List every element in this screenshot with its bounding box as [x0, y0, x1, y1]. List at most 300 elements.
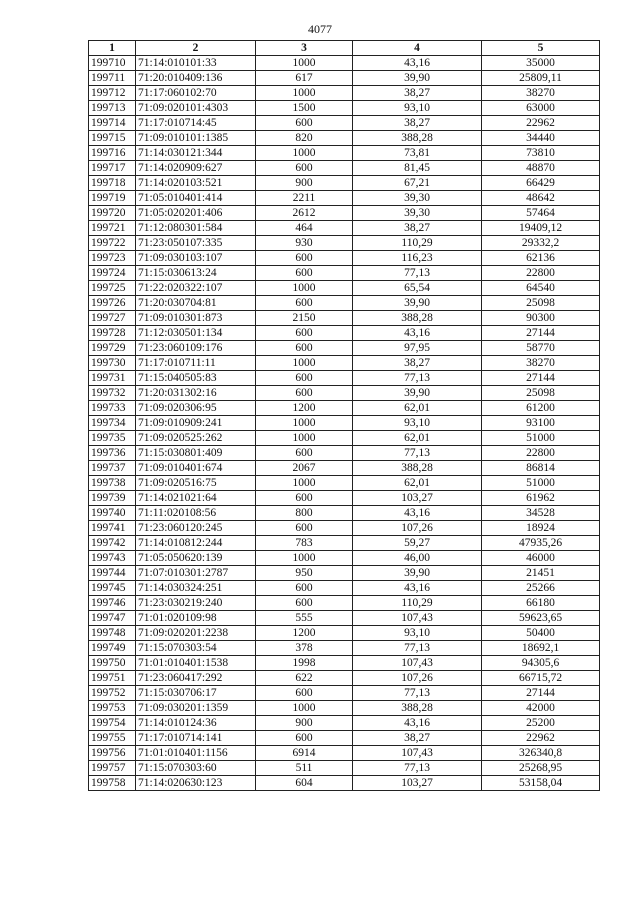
rate-cell: 93,10 [353, 626, 482, 641]
area-cell: 930 [256, 236, 353, 251]
rate-cell: 43,16 [353, 506, 482, 521]
cadastral-number-cell: 71:20:031302:16 [136, 386, 256, 401]
table-row [89, 686, 600, 701]
rate-cell: 93,10 [353, 416, 482, 431]
area-cell: 800 [256, 506, 353, 521]
value-cell: 46000 [482, 551, 600, 566]
area-cell: 378 [256, 641, 353, 656]
value-cell: 326340,8 [482, 746, 600, 761]
value-cell: 27144 [482, 686, 600, 701]
value-cell: 90300 [482, 311, 600, 326]
row-id-cell: 199722 [89, 236, 136, 251]
area-cell: 1500 [256, 101, 353, 116]
area-cell: 600 [256, 686, 353, 701]
row-id-cell: 199716 [89, 146, 136, 161]
area-cell: 622 [256, 671, 353, 686]
table-row [89, 371, 600, 386]
cadastral-number-cell: 71:09:020525:262 [136, 431, 256, 446]
value-cell: 18692,1 [482, 641, 600, 656]
area-cell: 600 [256, 326, 353, 341]
row-id-cell: 199727 [89, 311, 136, 326]
cadastral-number-cell: 71:09:020101:4303 [136, 101, 256, 116]
value-cell: 38270 [482, 86, 600, 101]
row-id-cell: 199713 [89, 101, 136, 116]
cadastral-number-cell: 71:05:020201:406 [136, 206, 256, 221]
rate-cell: 77,13 [353, 446, 482, 461]
row-id-cell: 199732 [89, 386, 136, 401]
cadastral-number-cell: 71:17:060102:70 [136, 86, 256, 101]
cadastral-number-cell: 71:17:010711:11 [136, 356, 256, 371]
value-cell: 42000 [482, 701, 600, 716]
row-id-cell: 199750 [89, 656, 136, 671]
table-row [89, 236, 600, 251]
rate-cell: 388,28 [353, 131, 482, 146]
value-cell: 94305,6 [482, 656, 600, 671]
area-cell: 555 [256, 611, 353, 626]
row-id-cell: 199738 [89, 476, 136, 491]
cadastral-number-cell: 71:12:080301:584 [136, 221, 256, 236]
rate-cell: 388,28 [353, 461, 482, 476]
cadastral-number-cell: 71:09:030201:1359 [136, 701, 256, 716]
value-cell: 48870 [482, 161, 600, 176]
table-row [89, 401, 600, 416]
table-row [89, 596, 600, 611]
area-cell: 1000 [256, 281, 353, 296]
value-cell: 25268,95 [482, 761, 600, 776]
area-cell: 1000 [256, 416, 353, 431]
row-id-cell: 199723 [89, 251, 136, 266]
area-cell: 600 [256, 521, 353, 536]
table-row [89, 386, 600, 401]
area-cell: 511 [256, 761, 353, 776]
cadastral-number-cell: 71:15:040505:83 [136, 371, 256, 386]
table-body [89, 56, 600, 791]
cadastral-number-cell: 71:09:010401:674 [136, 461, 256, 476]
table-row [89, 776, 600, 791]
row-id-cell: 199736 [89, 446, 136, 461]
cadastral-number-cell: 71:14:020909:627 [136, 161, 256, 176]
row-id-cell: 199757 [89, 761, 136, 776]
area-cell: 464 [256, 221, 353, 236]
rate-cell: 77,13 [353, 686, 482, 701]
table-row [89, 761, 600, 776]
cadastral-number-cell: 71:23:030219:240 [136, 596, 256, 611]
rate-cell: 38,27 [353, 221, 482, 236]
value-cell: 53158,04 [482, 776, 600, 791]
rate-cell: 39,90 [353, 386, 482, 401]
value-cell: 66180 [482, 596, 600, 611]
rate-cell: 65,54 [353, 281, 482, 296]
value-cell: 51000 [482, 476, 600, 491]
row-id-cell: 199737 [89, 461, 136, 476]
row-id-cell: 199749 [89, 641, 136, 656]
rate-cell: 73,81 [353, 146, 482, 161]
row-id-cell: 199711 [89, 71, 136, 86]
cadastral-number-cell: 71:17:010714:45 [136, 116, 256, 131]
cadastral-number-cell: 71:05:010401:414 [136, 191, 256, 206]
table-row [89, 581, 600, 596]
table-row [89, 641, 600, 656]
row-id-cell: 199741 [89, 521, 136, 536]
header-row [89, 41, 600, 56]
rate-cell: 97,95 [353, 341, 482, 356]
row-id-cell: 199743 [89, 551, 136, 566]
rate-cell: 103,27 [353, 776, 482, 791]
row-id-cell: 199758 [89, 776, 136, 791]
cadastral-number-cell: 71:09:030103:107 [136, 251, 256, 266]
table-row [89, 611, 600, 626]
cadastral-number-cell: 71:23:060109:176 [136, 341, 256, 356]
rate-cell: 43,16 [353, 581, 482, 596]
row-id-cell: 199745 [89, 581, 136, 596]
rate-cell: 39,90 [353, 71, 482, 86]
area-cell: 2067 [256, 461, 353, 476]
value-cell: 62136 [482, 251, 600, 266]
area-cell: 2150 [256, 311, 353, 326]
area-cell: 617 [256, 71, 353, 86]
row-id-cell: 199739 [89, 491, 136, 506]
table-row [89, 311, 600, 326]
cadastral-number-cell: 71:14:010101:33 [136, 56, 256, 71]
row-id-cell: 199717 [89, 161, 136, 176]
cadastral-number-cell: 71:20:030704:81 [136, 296, 256, 311]
value-cell: 61962 [482, 491, 600, 506]
rate-cell: 77,13 [353, 371, 482, 386]
table-row [89, 221, 600, 236]
value-cell: 38270 [482, 356, 600, 371]
table-row [89, 431, 600, 446]
table-row [89, 566, 600, 581]
cadastral-number-cell: 71:14:020630:123 [136, 776, 256, 791]
area-cell: 1000 [256, 86, 353, 101]
cadastral-number-cell: 71:20:010409:136 [136, 71, 256, 86]
area-cell: 1000 [256, 701, 353, 716]
value-cell: 29332,2 [482, 236, 600, 251]
value-cell: 66429 [482, 176, 600, 191]
table-row [89, 461, 600, 476]
table-row [89, 491, 600, 506]
value-cell: 50400 [482, 626, 600, 641]
value-cell: 57464 [482, 206, 600, 221]
cadastral-number-cell: 71:23:050107:335 [136, 236, 256, 251]
value-cell: 64540 [482, 281, 600, 296]
value-cell: 59623,65 [482, 611, 600, 626]
rate-cell: 62,01 [353, 431, 482, 446]
rate-cell: 46,00 [353, 551, 482, 566]
rate-cell: 43,16 [353, 716, 482, 731]
area-cell: 2612 [256, 206, 353, 221]
row-id-cell: 199746 [89, 596, 136, 611]
value-cell: 22962 [482, 731, 600, 746]
cadastral-number-cell: 71:14:020103:521 [136, 176, 256, 191]
column-header-2: 2 [136, 41, 256, 56]
cadastral-number-cell: 71:15:030613:24 [136, 266, 256, 281]
value-cell: 19409,12 [482, 221, 600, 236]
row-id-cell: 199742 [89, 536, 136, 551]
row-id-cell: 199754 [89, 716, 136, 731]
rate-cell: 39,30 [353, 206, 482, 221]
area-cell: 604 [256, 776, 353, 791]
area-cell: 600 [256, 161, 353, 176]
value-cell: 34440 [482, 131, 600, 146]
cadastral-number-cell: 71:09:020306:95 [136, 401, 256, 416]
area-cell: 1200 [256, 401, 353, 416]
rate-cell: 116,23 [353, 251, 482, 266]
row-id-cell: 199725 [89, 281, 136, 296]
column-header-3: 3 [256, 41, 353, 56]
value-cell: 66715,72 [482, 671, 600, 686]
cadastral-number-cell: 71:23:060120:245 [136, 521, 256, 536]
column-header-5: 5 [482, 41, 600, 56]
rate-cell: 107,26 [353, 671, 482, 686]
row-id-cell: 199728 [89, 326, 136, 341]
cadastral-number-cell: 71:07:010301:2787 [136, 566, 256, 581]
row-id-cell: 199740 [89, 506, 136, 521]
row-id-cell: 199748 [89, 626, 136, 641]
table-row [89, 356, 600, 371]
row-id-cell: 199726 [89, 296, 136, 311]
rate-cell: 103,27 [353, 491, 482, 506]
table-row [89, 716, 600, 731]
cadastral-number-cell: 71:01:020109:98 [136, 611, 256, 626]
cadastral-number-cell: 71:05:050620:139 [136, 551, 256, 566]
cadastral-number-cell: 71:15:070303:60 [136, 761, 256, 776]
table-row [89, 86, 600, 101]
area-cell: 600 [256, 116, 353, 131]
table-row [89, 206, 600, 221]
row-id-cell: 199747 [89, 611, 136, 626]
rate-cell: 38,27 [353, 356, 482, 371]
rate-cell: 81,45 [353, 161, 482, 176]
cadastral-number-cell: 71:01:010401:1538 [136, 656, 256, 671]
area-cell: 600 [256, 491, 353, 506]
value-cell: 25200 [482, 716, 600, 731]
table-row [89, 476, 600, 491]
row-id-cell: 199720 [89, 206, 136, 221]
value-cell: 25809,11 [482, 71, 600, 86]
row-id-cell: 199724 [89, 266, 136, 281]
value-cell: 27144 [482, 326, 600, 341]
rate-cell: 77,13 [353, 761, 482, 776]
area-cell: 820 [256, 131, 353, 146]
row-id-cell: 199730 [89, 356, 136, 371]
row-id-cell: 199733 [89, 401, 136, 416]
rate-cell: 107,43 [353, 746, 482, 761]
area-cell: 600 [256, 596, 353, 611]
area-cell: 783 [256, 536, 353, 551]
area-cell: 1000 [256, 476, 353, 491]
cadastral-number-cell: 71:09:010909:241 [136, 416, 256, 431]
value-cell: 18924 [482, 521, 600, 536]
row-id-cell: 199731 [89, 371, 136, 386]
value-cell: 73810 [482, 146, 600, 161]
value-cell: 93100 [482, 416, 600, 431]
cadastral-number-cell: 71:23:060417:292 [136, 671, 256, 686]
rate-cell: 38,27 [353, 731, 482, 746]
area-cell: 6914 [256, 746, 353, 761]
rate-cell: 39,90 [353, 566, 482, 581]
table-row [89, 671, 600, 686]
cadastral-number-cell: 71:14:010124:36 [136, 716, 256, 731]
area-cell: 900 [256, 716, 353, 731]
area-cell: 600 [256, 251, 353, 266]
rate-cell: 93,10 [353, 101, 482, 116]
rate-cell: 39,30 [353, 191, 482, 206]
cadastral-number-cell: 71:15:070303:54 [136, 641, 256, 656]
column-header-1: 1 [89, 41, 136, 56]
table-row [89, 251, 600, 266]
table-row [89, 71, 600, 86]
cadastral-number-cell: 71:15:030801:409 [136, 446, 256, 461]
rate-cell: 388,28 [353, 701, 482, 716]
cadastral-number-cell: 71:22:020322:107 [136, 281, 256, 296]
cadastral-number-cell: 71:14:030324:251 [136, 581, 256, 596]
value-cell: 63000 [482, 101, 600, 116]
table-row [89, 506, 600, 521]
page-number: 4077 [308, 22, 332, 36]
row-id-cell: 199751 [89, 671, 136, 686]
row-id-cell: 199714 [89, 116, 136, 131]
area-cell: 600 [256, 386, 353, 401]
row-id-cell: 199753 [89, 701, 136, 716]
area-cell: 1000 [256, 356, 353, 371]
table-row [89, 701, 600, 716]
area-cell: 600 [256, 581, 353, 596]
value-cell: 25098 [482, 386, 600, 401]
rate-cell: 110,29 [353, 236, 482, 251]
row-id-cell: 199756 [89, 746, 136, 761]
value-cell: 34528 [482, 506, 600, 521]
table-row [89, 731, 600, 746]
table-row [89, 161, 600, 176]
area-cell: 1000 [256, 551, 353, 566]
table-row [89, 281, 600, 296]
row-id-cell: 199752 [89, 686, 136, 701]
cadastral-number-cell: 71:12:030501:134 [136, 326, 256, 341]
value-cell: 22800 [482, 266, 600, 281]
value-cell: 47935,26 [482, 536, 600, 551]
table-row [89, 176, 600, 191]
table-row [89, 416, 600, 431]
rate-cell: 110,29 [353, 596, 482, 611]
cadastral-number-cell: 71:11:020108:56 [136, 506, 256, 521]
value-cell: 86814 [482, 461, 600, 476]
row-id-cell: 199718 [89, 176, 136, 191]
cadastral-number-cell: 71:09:010301:873 [136, 311, 256, 326]
area-cell: 600 [256, 266, 353, 281]
rate-cell: 39,90 [353, 296, 482, 311]
cadastral-number-cell: 71:09:020516:75 [136, 476, 256, 491]
value-cell: 21451 [482, 566, 600, 581]
value-cell: 25098 [482, 296, 600, 311]
table-row [89, 101, 600, 116]
table-row [89, 746, 600, 761]
area-cell: 600 [256, 296, 353, 311]
area-cell: 1000 [256, 431, 353, 446]
area-cell: 1200 [256, 626, 353, 641]
value-cell: 61200 [482, 401, 600, 416]
table-row [89, 326, 600, 341]
table-row [89, 656, 600, 671]
table-row [89, 191, 600, 206]
area-cell: 900 [256, 176, 353, 191]
table-row [89, 266, 600, 281]
cadastral-number-cell: 71:14:010812:244 [136, 536, 256, 551]
row-id-cell: 199719 [89, 191, 136, 206]
value-cell: 58770 [482, 341, 600, 356]
cadastral-number-cell: 71:17:010714:141 [136, 731, 256, 746]
area-cell: 600 [256, 371, 353, 386]
table-row [89, 536, 600, 551]
rate-cell: 77,13 [353, 641, 482, 656]
rate-cell: 107,43 [353, 656, 482, 671]
value-cell: 51000 [482, 431, 600, 446]
rate-cell: 77,13 [353, 266, 482, 281]
area-cell: 1000 [256, 56, 353, 71]
table-row [89, 626, 600, 641]
row-id-cell: 199712 [89, 86, 136, 101]
rate-cell: 59,27 [353, 536, 482, 551]
table-row [89, 551, 600, 566]
area-cell: 600 [256, 731, 353, 746]
value-cell: 35000 [482, 56, 600, 71]
area-cell: 600 [256, 446, 353, 461]
cadastral-number-cell: 71:15:030706:17 [136, 686, 256, 701]
area-cell: 600 [256, 341, 353, 356]
area-cell: 1000 [256, 146, 353, 161]
area-cell: 1998 [256, 656, 353, 671]
row-id-cell: 199734 [89, 416, 136, 431]
row-id-cell: 199755 [89, 731, 136, 746]
value-cell: 22800 [482, 446, 600, 461]
table-row [89, 146, 600, 161]
cadastral-number-cell: 71:14:021021:64 [136, 491, 256, 506]
data-table [88, 40, 600, 791]
row-id-cell: 199715 [89, 131, 136, 146]
table-row [89, 341, 600, 356]
table-row [89, 446, 600, 461]
row-id-cell: 199710 [89, 56, 136, 71]
row-id-cell: 199721 [89, 221, 136, 236]
rate-cell: 388,28 [353, 311, 482, 326]
rate-cell: 38,27 [353, 86, 482, 101]
row-id-cell: 199744 [89, 566, 136, 581]
table-row [89, 131, 600, 146]
row-id-cell: 199729 [89, 341, 136, 356]
cadastral-number-cell: 71:14:030121:344 [136, 146, 256, 161]
value-cell: 22962 [482, 116, 600, 131]
table-row [89, 116, 600, 131]
rate-cell: 62,01 [353, 476, 482, 491]
table-row [89, 56, 600, 71]
area-cell: 950 [256, 566, 353, 581]
value-cell: 48642 [482, 191, 600, 206]
value-cell: 25266 [482, 581, 600, 596]
value-cell: 27144 [482, 371, 600, 386]
cadastral-number-cell: 71:09:020201:2238 [136, 626, 256, 641]
row-id-cell: 199735 [89, 431, 136, 446]
rate-cell: 38,27 [353, 116, 482, 131]
rate-cell: 67,21 [353, 176, 482, 191]
rate-cell: 43,16 [353, 326, 482, 341]
rate-cell: 62,01 [353, 401, 482, 416]
rate-cell: 107,43 [353, 611, 482, 626]
rate-cell: 43,16 [353, 56, 482, 71]
table-row [89, 296, 600, 311]
cadastral-number-cell: 71:09:010101:1385 [136, 131, 256, 146]
area-cell: 2211 [256, 191, 353, 206]
column-header-4: 4 [353, 41, 482, 56]
